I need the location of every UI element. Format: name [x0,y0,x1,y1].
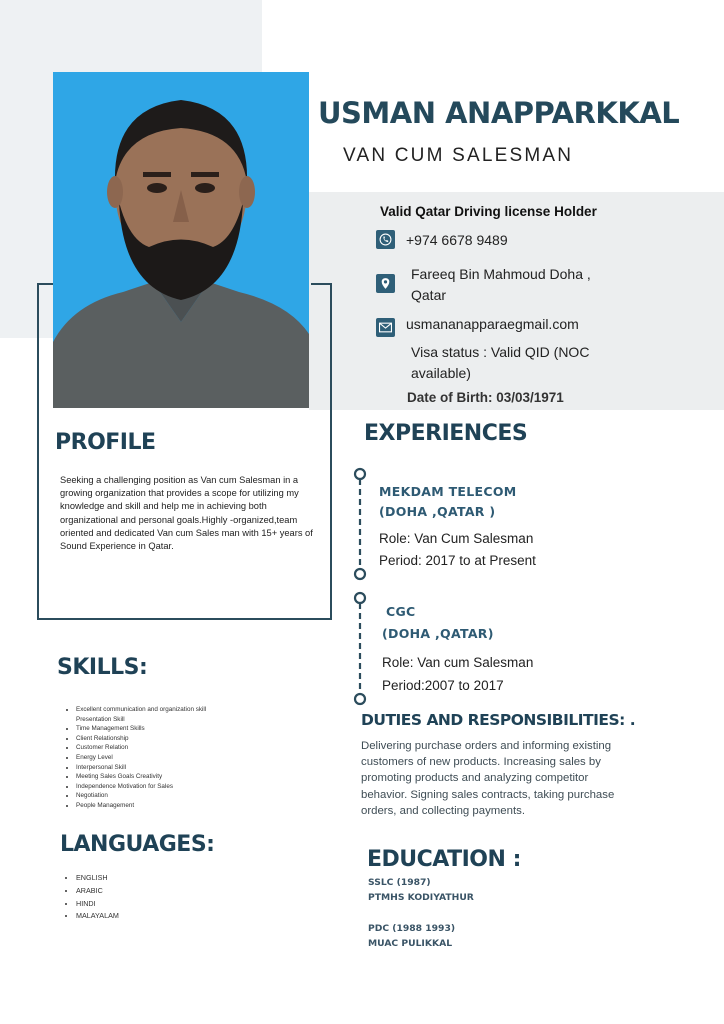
language-item: • ARABIC [76,885,212,898]
skill-item: • Excellent communication and organization skill [76,705,252,715]
phone-icon [376,230,395,249]
experience-period: Period:2007 to 2017 [382,678,504,693]
visa-status-line-2: available) [411,365,471,381]
skill-item: Presentation Skill [76,715,125,723]
language-item: • MALAYALAM [76,910,212,923]
skill-item: • Customer Relation [76,743,252,753]
portrait-illustration [53,72,309,408]
address-line-1: Fareeq Bin Mahmoud Doha , [411,266,591,282]
language-item: • ENGLISH [76,872,212,885]
duties-heading: DUTIES AND RESPONSIBILITIES: . [361,711,636,729]
portrait-photo [53,72,309,408]
education-heading: EDUCATION : [367,847,521,872]
skill-item: • People Management [76,801,252,811]
visa-status-line-1: Visa status : Valid QID (NOC [411,344,590,360]
frame-cap-right [311,283,332,285]
experience-period: Period: 2017 to at Present [379,553,536,568]
location-icon [376,274,395,293]
experience-timeline [353,467,367,707]
skill-item: • Meeting Sales Goals Creativity [76,772,252,782]
languages-list [62,872,212,923]
license-info: Valid Qatar Driving license Holder [380,204,597,219]
education-school: MUAC PULIKKAL [368,938,453,949]
experience-company: MEKDAM TELECOM [379,484,517,499]
experience-role: Role: Van cum Salesman [382,655,534,670]
skill-item: • Time Management Skills [76,724,252,734]
experiences-heading: EXPERIENCES [364,421,528,446]
profile-text: Seeking a challenging position as Van cum Salesman in a growing organization that provides a scope for utilizing my knowledge and skill and help me in achieving both organizational and personal goals.Highly -organized,team oriented and dedicated Van cum Sales man with 15+ years of Sound Experience in Qatar. [60,475,313,552]
skills-heading: SKILLS: [57,655,148,680]
education-degree: PDC (1988 1993) [368,923,456,934]
email-address: usmananapparaegmail.com [406,316,579,332]
duties-text: Delivering purchase orders and informing existing customers of new products. Increasing sales by promoting products and analyzing competitor behavior. Signing sales contracts, taking purchase orders, and collecting payments. [361,740,615,817]
experience-location: (DOHA ,QATAR ) [379,504,496,519]
job-title: VAN CUM SALESMAN [343,145,574,166]
skills-list [62,705,252,811]
address-line-2: Qatar [411,287,447,303]
education-degree: SSLC (1987) [368,877,431,888]
email-icon [376,318,395,337]
education-school: PTMHS KODIYATHUR [368,892,474,903]
skill-item: • Interpersonal Skill [76,763,252,773]
languages-heading: LANGUAGES: [60,832,215,857]
language-item: • HINDI [76,898,212,911]
contact-background-panel [309,192,724,410]
skill-item: • Client Relationship [76,734,252,744]
experience-company: CGC [386,604,416,619]
profile-heading: PROFILE [55,430,156,455]
phone-number: +974 6678 9489 [406,232,508,248]
date-of-birth: Date of Birth: 03/03/1971 [407,390,564,405]
experience-location: (DOHA ,QATAR) [382,626,494,641]
experience-role: Role: Van Cum Salesman [379,531,534,546]
candidate-name: USMAN ANAPPARKKAL [318,96,680,130]
skill-item: • Energy Level [76,753,252,763]
skill-item: • Negotiation [76,791,252,801]
skill-item: • Independence Motivation for Sales [76,782,252,792]
